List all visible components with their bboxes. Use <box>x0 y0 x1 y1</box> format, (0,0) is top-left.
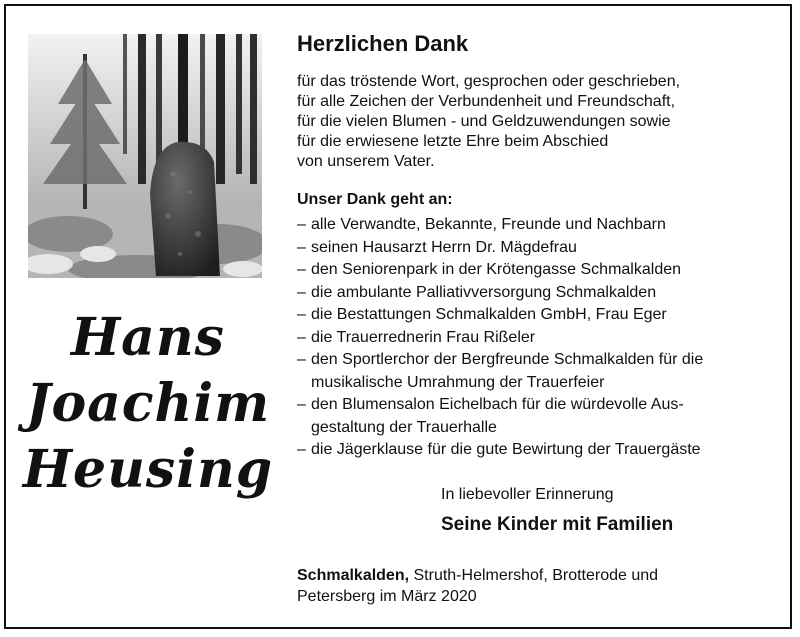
forest-memorial-stone-photo <box>28 34 262 278</box>
intro-line: für die vielen Blumen - und Geldzuwendungen sowie <box>297 113 671 130</box>
intro-line: für alle Zeichen der Verbundenheit und Freundschaft, <box>297 93 676 110</box>
location-date <box>297 565 658 607</box>
thanks-item-text: – die Trauerrednerin Frau Rißeler <box>311 328 536 346</box>
town-name: Schmalkalden, <box>297 567 410 584</box>
intro-line: für die erwiesene letzte Ehre beim Abschied <box>297 133 609 150</box>
thanks-item <box>297 282 777 305</box>
location-line-1 <box>297 565 658 586</box>
deceased-name <box>18 305 278 503</box>
intro-line: für das tröstende Wort, gesprochen oder geschrieben, <box>297 73 681 90</box>
left-column <box>28 34 268 278</box>
location-rest: Struth-Helmershof, Brotterode und <box>409 567 659 584</box>
thanks-item <box>297 237 777 260</box>
name-middle: Joachim <box>25 373 271 434</box>
thanks-item <box>297 349 777 394</box>
thanks-item-text: – die ambulante Palliativversorgung Schmalkalden <box>311 283 657 301</box>
closing-block <box>441 484 673 538</box>
location-date-text: Petersberg im März 2020 <box>297 588 477 605</box>
thanks-item <box>297 439 777 462</box>
thanks-heading: Unser Dank geht an: <box>297 191 453 208</box>
forest-stone-photo <box>28 34 262 278</box>
thanks-item-text: – den Sportlerchor der Bergfreunde Schmalkalden für die <box>311 351 704 368</box>
thanks-item <box>297 259 777 282</box>
thanks-item <box>297 214 777 237</box>
thanks-item <box>297 327 777 350</box>
right-column <box>297 30 777 462</box>
thanks-item-text: – den Blumensalon Eichelbach für die würdevolle Aus- <box>311 396 684 413</box>
name-last: Heusing <box>22 439 274 500</box>
signature: Seine Kinder mit Familien <box>441 514 674 535</box>
thanks-item <box>297 304 777 327</box>
thanks-item-text: – seinen Hausarzt Herrn Dr. Mägdefrau <box>311 238 577 256</box>
thanks-item-text: – die Bestattungen Schmalkalden GmbH, Frau Eger <box>311 306 667 323</box>
thanks-item <box>297 394 777 439</box>
thanks-item-continuation: gestaltung der Trauerhalle <box>311 418 497 436</box>
thanks-item-continuation: musikalische Umrahmung der Trauerfeier <box>311 373 605 391</box>
intro-text <box>297 72 777 172</box>
thanks-item-text: – alle Verwandte, Bekannte, Freunde und Nachbarn <box>311 216 666 233</box>
headline: Herzlichen Dank <box>297 31 469 56</box>
thanks-item-text: – den Seniorenpark in der Krötengasse Schmalkalden <box>311 261 682 278</box>
intro-line: von unserem Vater. <box>297 153 435 170</box>
name-first: Hans <box>71 307 225 368</box>
location-line-2 <box>297 586 658 607</box>
thanks-item-text: – die Jägerklause für die gute Bewirtung der Trauergäste <box>311 441 701 458</box>
memory-line: In liebevoller Erinnerung <box>441 486 614 503</box>
thanks-list <box>297 214 777 462</box>
